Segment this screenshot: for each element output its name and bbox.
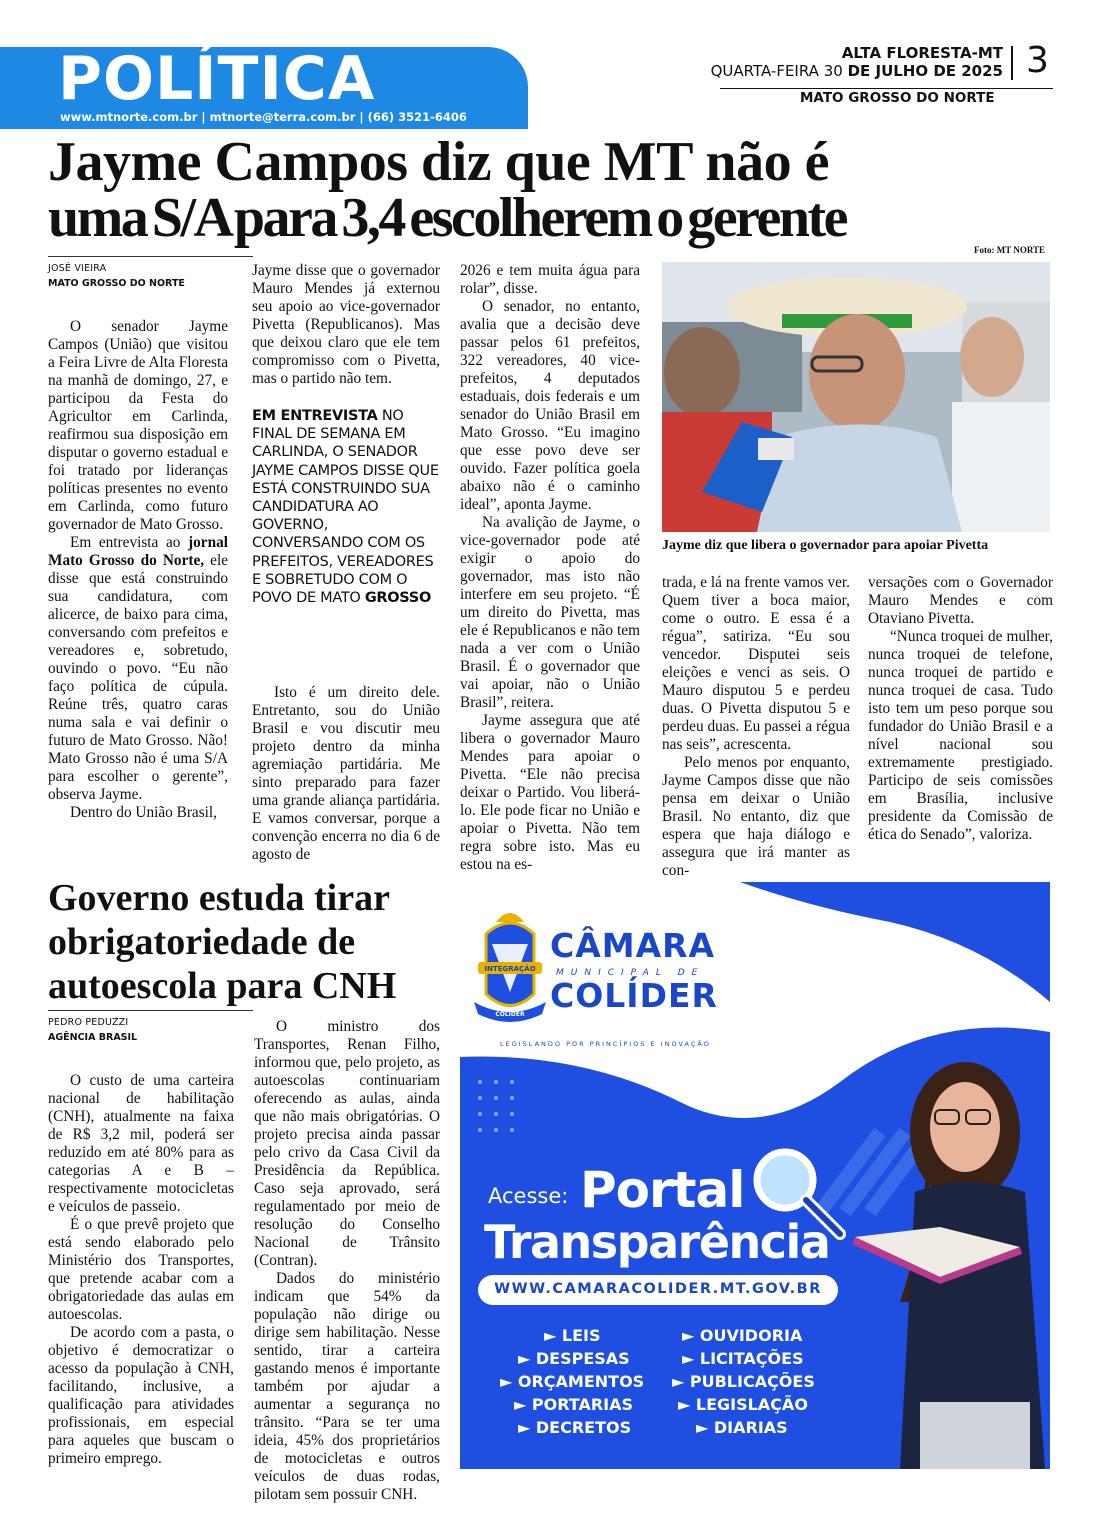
article1-headline-line1: Jayme Campos diz que MT não é [48, 131, 829, 193]
paragraph: O senador, no entanto, avalia que a decisão deve passar pelos 61 prefeitos, 322 vereadores, 40 vice-prefeitos, 4 deputados estaduais, dois federais e um senador do União Brasil em Mato Grosso. “Eu imagino que esse povo deve ser ouvido. Fazer política goela abaixo não é o caminho ideal”, aponta Jayme. [460, 298, 640, 513]
svg-text:INTEGRAÇÃO: INTEGRAÇÃO [484, 965, 536, 973]
photo-caption: Jayme diz que libera o governador para apoiar Pivetta [662, 538, 989, 553]
article1-column-5 [868, 574, 1053, 850]
ad-url-link[interactable]: WWW.CAMARACOLIDER.MT.GOV.BR [494, 1281, 822, 1297]
ad-link-diarias[interactable]: ► DIARIAS [696, 1418, 788, 1437]
byline-author: JOSÉ VIEIRA [48, 263, 107, 274]
ad-acesse-label: Acesse: [488, 1184, 569, 1208]
article2-headline: Governo estuda tirar obrigatoriedade de autoescola para CNH [48, 877, 397, 1007]
paragraph: versações com o Governador Mauro Mendes e com Otaviano Pivetta. [868, 574, 1053, 627]
paragraph: Em entrevista ao jornal Mato Grosso do Norte, ele disse que está construindo sua candidatura, com alicerce, de baixo para cima, conversando com prefeitos e vereadores e, sobretudo, ouvindo o povo. “Eu não faço política de cúpula. Reúne três, quatro caras numa sala e vai definir o futuro de Mato Grosso. Não! Mato Grosso não é uma S/A para escolher o gerente”, observa Jayme. [48, 534, 229, 803]
paragraph: Na avalição de Jayme, o vice-governador pode até exigir o apoio do governador, mas isto não interfere em seu projeto. “É um direito do Pivetta, mas ele é Republicanos e não tem nada a ver com o União Brasil. É o governador que vai apoiar, não o União Brasil”, reitera. [460, 514, 640, 711]
svg-text:COLÍDER: COLÍDER [495, 1011, 525, 1018]
byline-author: PEDRO PEDUZZI [48, 1017, 129, 1028]
paragraph: trada, e lá na frente vamos ver. Quem tiver a boca maior, come o outro. E essa é a régua”, satiriza. “Eu sou vencedor. Disputei seis eleições e venci as seis. O Mauro disputou 5 e perdeu duas. O Pivetta disputou 5 e perdeu duas. Eu passei a régua nas seis”, acrescenta. [662, 574, 850, 753]
ad-portal-title: Portal [580, 1161, 745, 1219]
ad-link-ouvidoria[interactable]: ► OUVIDORIA [682, 1326, 803, 1345]
ad-link-decretos[interactable]: ► DECRETOS [518, 1418, 632, 1437]
header-date: QUARTA-FEIRA 30 DE JULHO DE 2025 [710, 62, 1003, 80]
advertisement-camara-colider[interactable] [460, 882, 1050, 1469]
paragraph: Dentro do União Brasil, [70, 804, 217, 821]
ad-brand-colider: COLÍDER [550, 976, 718, 1015]
article1-column-1 [48, 318, 228, 850]
paragraph: Dados do ministério indicam que 54% da população não dirige ou dirige sem habilitação. Nesse sentido, tirar a carteira gastando menos é importante também por ajudar a aumentar a segurança no trânsito. “Para se ter uma ideia, 45% dos proprietários de motocicletas e outros veículos de duas rodas, pilotam sem possuir CNH. [254, 1270, 440, 1503]
byline-rule [48, 1010, 253, 1011]
header-separator [1011, 46, 1013, 80]
ad-transparencia-title: Transparência [484, 1215, 830, 1269]
paragraph: O custo de uma carteira nacional de habilitação (CNH), atualmente na faixa de R$ 3,2 mil, poderá ser reduzido em até 80% para as categorias A e B – respectivamente motocicletas e veículos de passeio. [48, 1072, 234, 1215]
byline-outlet: AGÊNCIA BRASIL [48, 1032, 138, 1043]
ad-slogan: LEGISLANDO POR PRINCÍPIOS E INOVAÇÃO [500, 1040, 711, 1048]
page-number: 3 [1026, 40, 1049, 81]
header-region: MATO GROSSO DO NORTE [720, 88, 1053, 106]
paragraph: Isto é um direito dele. Entretanto, sou do União Brasil e vou discutir meu projeto dentro da minha agremiação partidária. Me sinto preparado para fazer uma grande aliança partidária. E vamos conversar, porque a convenção encerra no dia 6 de agosto de [252, 684, 440, 863]
section-title: POLÍTICA [58, 44, 376, 114]
byline-rule [48, 256, 253, 257]
article2-byline [48, 1010, 253, 1043]
article1-column-3 [460, 262, 640, 873]
paragraph: Jayme disse que o governador Mauro Mendes já externou seu apoio ao vice-governador Pivetta (Republicanos). Mas que deixou claro que ele tem compromisso com o Pivetta, mas o partido não tem. [252, 262, 440, 387]
photo-credit: Foto: MT NORTE [974, 245, 1046, 255]
photo-illustration [662, 262, 1050, 532]
article2-column-1 [48, 1072, 234, 1474]
ad-link-leis[interactable]: ► LEIS [544, 1326, 601, 1345]
article1-headline-line2: uma S/A para 3,4 escolherem o gerente [48, 187, 846, 249]
header-city: ALTA FLORESTA-MT [841, 44, 1003, 62]
ad-link-portarias[interactable]: ► PORTARIAS [514, 1395, 634, 1414]
article1-byline [48, 256, 253, 289]
paragraph: O ministro dos Transportes, Renan Filho, informou que, pelo projeto, as autoescolas continuariam oferecendo as aulas, ainda que não mais obrigatórias. O projeto precisa ainda passar pelo crivo da Casa Civil da Presidência da República. Caso seja aprovado, será regulamentado por meio de resolução do Conselho Nacional de Trânsito (Contran). [254, 1018, 440, 1269]
paragraph: 2026 e tem muita água para rolar”, disse. [460, 262, 640, 297]
ad-link-licitacoes[interactable]: ► LICITAÇÕES [682, 1349, 804, 1368]
ad-link-orcamentos[interactable]: ► ORÇAMENTOS [500, 1372, 645, 1391]
ad-link-legislacao[interactable]: ► LEGISLAÇÃO [678, 1395, 808, 1414]
paragraph: De acordo com a pasta, o objetivo é democratizar o acesso da população à CNH, facilitando, inclusive, a qualificação para atividades profissionais, em especial para aqueles que buscam o primeiro emprego. [48, 1324, 234, 1467]
ad-brand-camara: CÂMARA [550, 926, 716, 965]
paragraph: Jayme assegura que até libera o governador Mauro Mendes para apoiar o Pivetta. “Ele não precisa deixar o Partido. Vou liberá-lo. Ele pode ficar no União e apoiar o Pivetta. Não tem regra sobre isto. Mas eu estou na es- [460, 712, 640, 873]
paragraph: É o que prevê projeto que está sendo elaborado pelo Ministério dos Transportes, que pretende acabar com a obrigatoriedade das aulas em autoescolas. [48, 1216, 234, 1323]
paragraph: Pelo menos por enquanto, Jayme Campos disse que não pensa em deixar o União Brasil. No entanto, diz que espera que haja diálogo e assegura que irá manter as con- [662, 754, 850, 879]
article1-photo [662, 262, 1050, 532]
article2-column-2 [254, 1018, 440, 1503]
section-contact-line: www.mtnorte.com.br | mtnorte@terra.com.br | (66) 3521-6406 [60, 110, 467, 124]
paragraph: “Nunca troquei de mulher, nunca troquei de telefone, nunca troquei de partido e nunca troquei de casa. Tudo isto tem um peso porque sou fundador do União Brasil e a nível nacional sou extremamente prestigiado. Participo de seis comissões em Brasília, inclusive presidente da Comissão de ética do Senado”, valoriza. [868, 628, 1053, 843]
article1-column-4 [662, 574, 850, 879]
ad-link-publicacoes[interactable]: ► PUBLICAÇÕES [672, 1372, 815, 1391]
article1-column-2-bottom [252, 684, 440, 863]
pull-quote: EM ENTREVISTA NO FINAL DE SEMANA EM CARLINDA, O SENADOR JAYME CAMPOS DISSE QUE ESTÁ CONSTRUINDO SUA CANDIDATURA AO GOVERNO, CONVERSANDO COM OS PREFEITOS, VEREADORES E SOBRETUDO COM O POVO DE MATO GROSSO [252, 408, 439, 607]
article1-column-2-top [252, 262, 440, 392]
byline-outlet: MATO GROSSO DO NORTE [48, 278, 185, 289]
paragraph: O senador Jayme Campos (União) que visitou a Feira Livre de Alta Floresta na manhã de domingo, 27, e participou da Festa do Agricultor em Carlinda, reafirmou sua disposição em disputar o governo estadual e foi tratado por lideranças políticas presentes no evento em Carlinda, como futuro governador de Mato Grosso. [48, 318, 228, 533]
ad-brand-municipal: MUNICIPAL DE [556, 968, 705, 978]
ad-link-despesas[interactable]: ► DESPESAS [518, 1349, 630, 1368]
article1-headline [48, 131, 1058, 249]
